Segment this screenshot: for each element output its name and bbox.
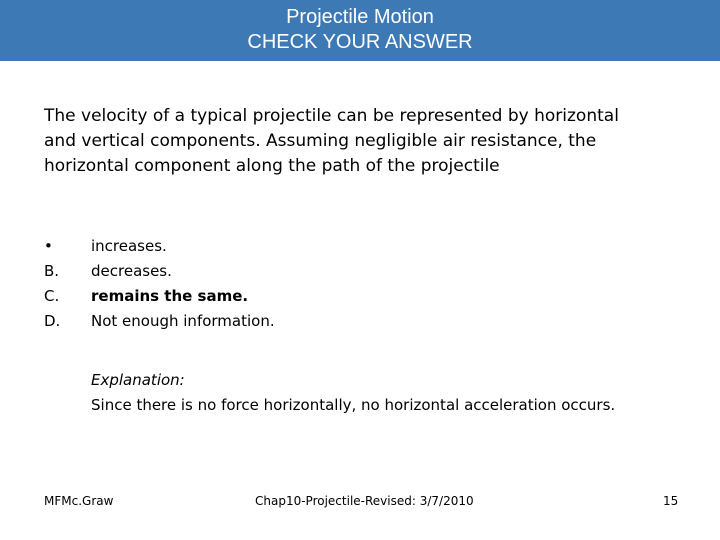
option-b — [44, 259, 684, 284]
option-a-letter: • — [44, 237, 53, 255]
slide-subtitle: CHECK YOUR ANSWER — [247, 31, 473, 53]
option-d-letter: D. — [44, 312, 61, 330]
footer-page-number: 15 — [663, 494, 679, 508]
question-text: The velocity of a typical projectile can be represented by horizontal and vertical components. Assuming negligible air resistance, the horizontal component along the path of the projectile — [44, 106, 619, 176]
option-c-letter: C. — [44, 287, 60, 305]
slide-title: Projectile Motion — [286, 6, 434, 28]
option-d-text: Not enough information. — [91, 312, 275, 330]
option-b-letter: B. — [44, 262, 60, 280]
option-c-correct — [44, 284, 684, 309]
answer-options — [44, 234, 684, 334]
footer-author: MFMc.Graw — [44, 494, 114, 508]
explanation-label: Explanation: — [91, 371, 185, 389]
option-c-text: remains the same. — [91, 287, 249, 305]
option-a-text: increases. — [91, 237, 167, 255]
explanation-block — [91, 368, 711, 418]
footer-file: Chap10-Projectile-Revised: 3/7/2010 — [255, 494, 474, 508]
slide-header — [0, 0, 720, 61]
explanation-text: Since there is no force horizontally, no horizontal acceleration occurs. — [91, 396, 616, 414]
option-b-text: decreases. — [91, 262, 172, 280]
option-a — [44, 234, 684, 259]
option-d — [44, 309, 684, 334]
